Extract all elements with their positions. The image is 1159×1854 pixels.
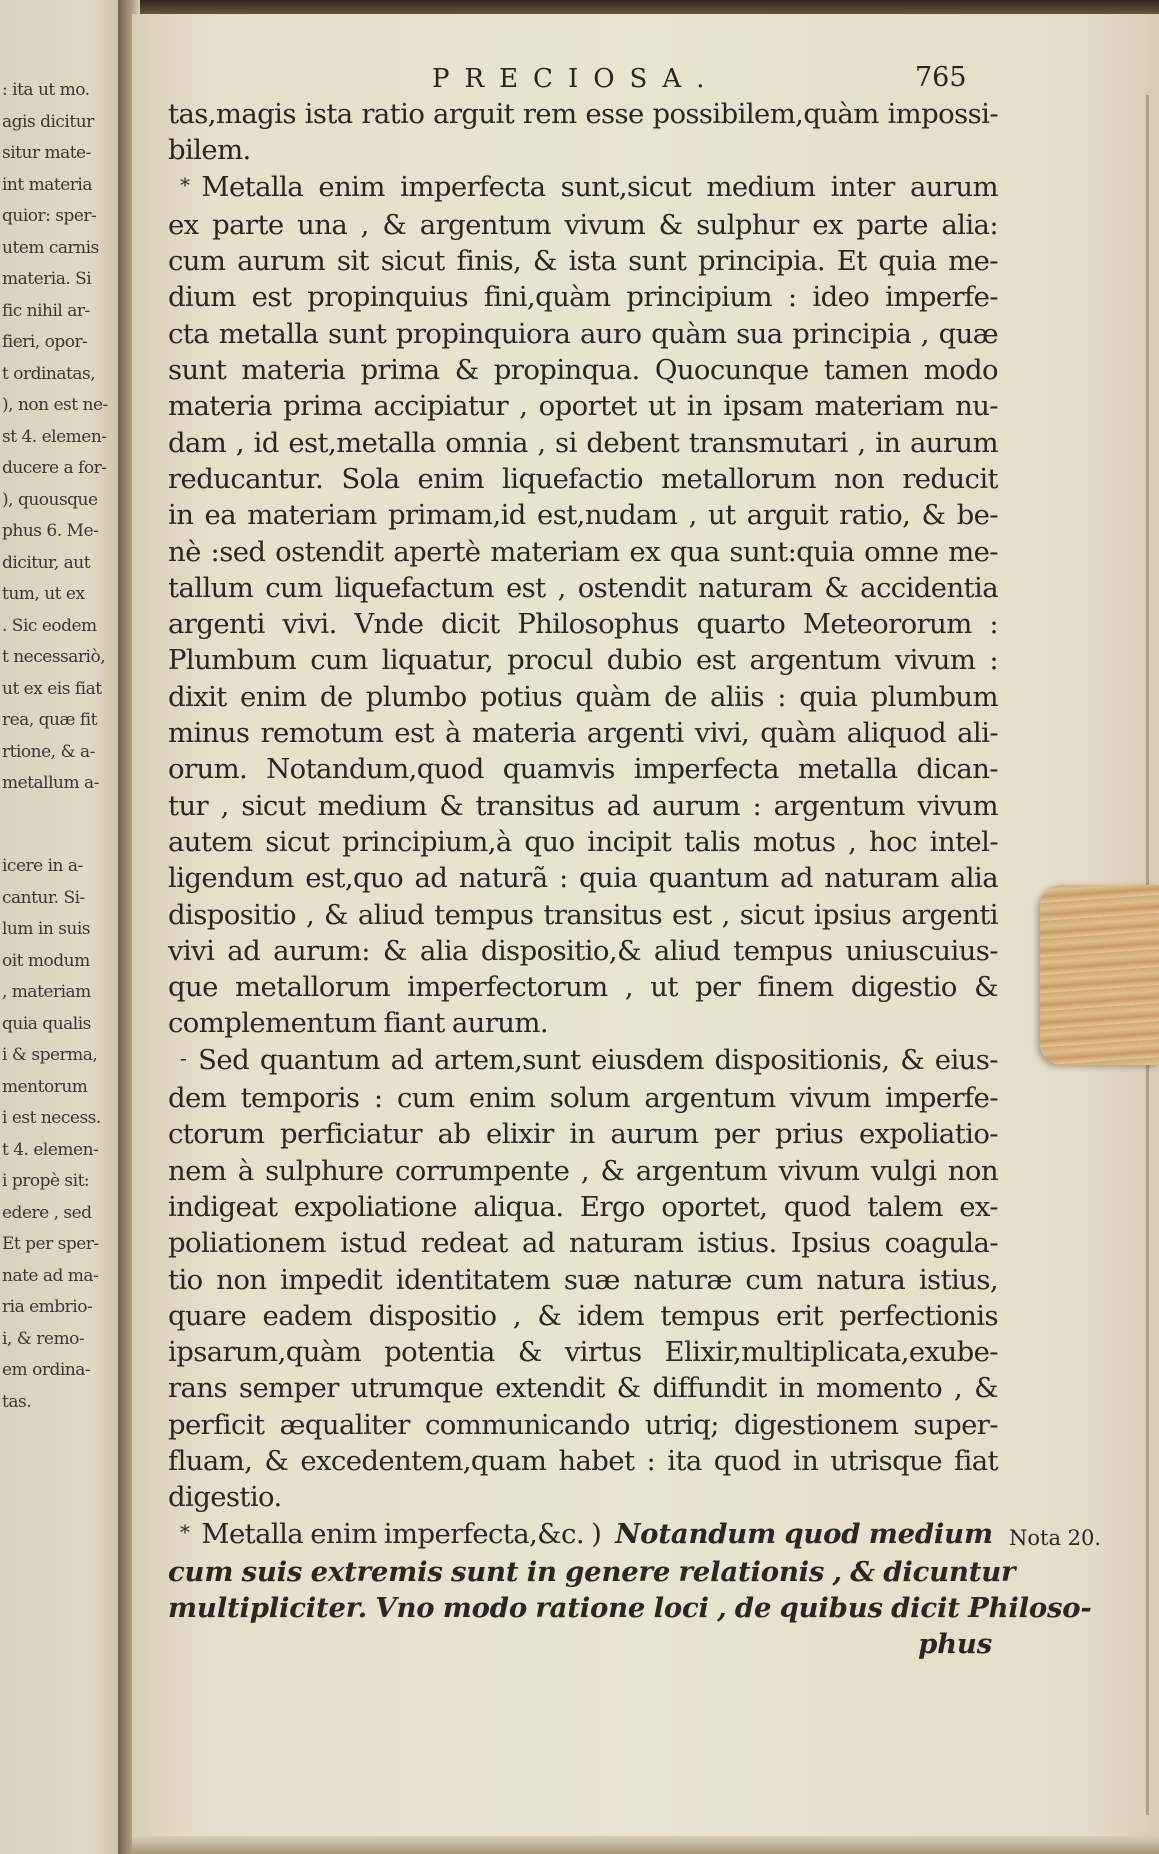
left-page-line: quia qualis	[2, 1013, 91, 1034]
left-page-line: situr mate-	[2, 143, 91, 163]
text-line-content: dam , id est,metalla omnia , si debent transmutari , in aurum	[168, 426, 998, 459]
text-line-content: tio non impedit identitatem suæ naturæ cum natura istius,	[168, 1263, 998, 1296]
text-line	[168, 606, 998, 642]
left-page-line: i, & remo-	[2, 1328, 85, 1349]
left-page-line: fieri, opor-	[2, 332, 88, 352]
text-line-content: que metallorum imperfectorum , ut per finem digestio &	[168, 971, 998, 1004]
left-page-line: mentorum	[2, 1076, 88, 1097]
text-line	[168, 751, 998, 787]
text-line	[168, 352, 998, 388]
text-line-content: multipliciter. Vno modo ratione loci , de quibus dicit Philoso-	[168, 1592, 1092, 1625]
left-page-line: t necessariò,	[2, 647, 106, 667]
left-page-line: fic nihil ar-	[2, 300, 90, 321]
text-line-content: bilem.	[168, 134, 251, 167]
text-line-content: argenti vivi. Vnde dicit Philosophus quarto Meteororum :	[168, 608, 998, 641]
left-page-line: tum, ut ex	[2, 584, 85, 604]
left-page-line: dicitur, aut	[2, 552, 91, 573]
left-page-fragment	[0, 0, 128, 1854]
text-line-content: dispositio , & aliud tempus transitus est , sicut ipsius argenti	[168, 898, 998, 931]
left-page-line: . Sic eodem	[2, 615, 97, 636]
text-line	[168, 897, 998, 933]
text-line	[168, 788, 998, 824]
text-line-content: quare eadem dispositio , & idem tempus erit perfectionis	[168, 1299, 998, 1332]
text-line-content: fluam, & excedentem,quam habet : ita quod in utrisque fiat	[168, 1444, 998, 1477]
text-line	[168, 1590, 1092, 1626]
text-line	[168, 96, 998, 132]
text-line-content: in ea materiam primam,id est,nudam , ut arguit ratio, & be-	[168, 499, 998, 532]
left-page-line: ducere a for-	[2, 458, 107, 478]
text-line	[168, 534, 998, 570]
text-line	[168, 497, 998, 533]
text-line-content: Sed quantum ad artem,sunt eiusdem dispositionis, & eius-	[198, 1043, 998, 1076]
dash-marker: -	[180, 1045, 187, 1070]
text-line-content: ipsarum,quàm potentia & virtus Elixir,multiplicata,exube-	[168, 1336, 998, 1369]
left-page-line: ria embrio-	[2, 1297, 93, 1317]
text-line-content: reducantur. Sola enim liquefactio metallorum non reducit	[168, 462, 998, 495]
text-line	[168, 715, 998, 751]
text-line-content: dium est propinquius fini,quàm principium : ideo imperfe-	[168, 281, 998, 314]
left-page-line: ut ex eis fiat	[2, 678, 102, 699]
running-head: PRECIOSA.	[432, 64, 720, 94]
left-page-line: Et per sper-	[2, 1234, 99, 1254]
text-line	[168, 279, 998, 315]
text-line-content: cta metalla sunt propinquiora auro quàm sua principia , quæ	[168, 317, 998, 350]
asterisk-marker: *	[180, 172, 190, 197]
text-line-content: nè :sed ostendit apertè materiam ex qua sunt:quia omne me-	[168, 535, 998, 568]
left-page-line: tas.	[2, 1391, 32, 1412]
left-page-line: rea, quæ fit	[2, 710, 97, 730]
left-page-line: agis dicitur	[2, 111, 94, 132]
text-line	[168, 860, 998, 896]
text-line-content: tas,magis ista ratio arguit rem esse possibilem,quàm impossi-	[168, 98, 998, 130]
text-line-content: dixit enim de plumbo potius quàm de aliis : quia plumbum	[168, 680, 998, 713]
left-page-line: cantur. Si-	[2, 887, 85, 908]
text-line-content: orum. Notandum,quod quamvis imperfecta metalla dican-	[168, 753, 998, 786]
left-page-line: int materia	[2, 174, 92, 195]
left-page-line: ), quousque	[2, 489, 98, 510]
text-line-content: poliationem istud redeat ad naturam istius. Ipsius coagula-	[168, 1227, 998, 1260]
left-page-line: metallum a-	[2, 773, 99, 793]
text-line	[168, 169, 998, 207]
left-page-line: phus 6. Me-	[2, 521, 99, 541]
text-line-content: rans semper utrumque extendit & diffundit in momento , &	[168, 1372, 998, 1405]
text-line-content: materia prima accipiatur , oportet ut in ipsam materiam nu-	[168, 390, 998, 423]
left-page-line: nate ad ma-	[2, 1265, 99, 1286]
text-line-content: nem à sulphure corrumpente , & argentum vivum vulgi non	[168, 1154, 998, 1187]
text-line	[168, 461, 998, 497]
text-line	[168, 1153, 998, 1189]
left-page-line: t 4. elemen-	[2, 1139, 99, 1160]
left-page-line: i est necess.	[2, 1108, 101, 1128]
text-line-content: ctorum perficiatur ab elixir in aurum per prius expoliatio-	[168, 1118, 998, 1151]
text-line	[168, 243, 998, 279]
text-line-content: cum suis extremis sunt in genere relationis , & dicuntur	[168, 1555, 1016, 1588]
text-line	[168, 1080, 998, 1116]
text-line	[168, 1554, 1016, 1590]
text-line-content: autem sicut principium,à quo incipit talis motus , hoc intel-	[168, 825, 998, 858]
asterisk-marker: *	[180, 1519, 190, 1544]
text-line	[168, 1189, 998, 1225]
left-page-line: materia. Si	[2, 269, 92, 289]
text-line-content: sunt materia prima & propinqua. Quocunque tamen modo	[168, 354, 998, 387]
left-page-line: em ordina-	[2, 1360, 91, 1380]
italic-note-start: Notandum quod medium	[615, 1517, 993, 1550]
text-line-content: tur , sicut medium & transitus ad aurum : argentum vivum	[168, 789, 998, 822]
text-line	[168, 425, 998, 461]
left-page-line: utem carnis	[2, 237, 99, 258]
text-line	[168, 1262, 998, 1298]
text-line-content: vivi ad aurum: & alia dispositio,& aliud tempus uniuscuius-	[168, 934, 998, 967]
left-page-line: lum in suis	[2, 919, 91, 939]
text-line	[168, 933, 998, 969]
text-line	[168, 570, 998, 606]
text-line-content: ex parte una , & argentum vivum & sulphur ex parte alia:	[168, 208, 998, 241]
left-page-line: oit modum	[2, 950, 90, 971]
left-page-line: rtione, & a-	[2, 741, 95, 762]
margin-note: Nota 20.	[1009, 1526, 1102, 1550]
left-page-line: quior: sper-	[2, 206, 97, 226]
text-line-content: digestio.	[168, 1481, 282, 1514]
text-line	[168, 1042, 998, 1080]
text-line-content: Plumbum cum liquatur, procul dubio est argentum vivum :	[168, 644, 998, 677]
text-line-content: Metalla enim imperfecta sunt,sicut medium inter aurum	[201, 170, 998, 203]
text-line	[168, 1225, 998, 1261]
text-line	[168, 1443, 998, 1479]
text-line	[168, 1334, 998, 1370]
text-line-content: perficit æqualiter communicando utriq; digestionem super-	[168, 1408, 998, 1441]
left-page-line: st 4. elemen-	[2, 426, 107, 447]
page-number: 765	[915, 62, 967, 93]
text-line	[168, 207, 998, 243]
text-line-content: complementum fiant aurum.	[168, 1007, 549, 1040]
text-line	[168, 1005, 998, 1041]
left-page-line: icere in a-	[2, 856, 83, 876]
left-page-line: i & sperma,	[2, 1045, 98, 1065]
text-line-content: tallum cum liquefactum est , ostendit naturam & accidentia	[168, 571, 998, 604]
text-line-content: indigeat expoliatione aliqua. Ergo oportet, quod talem ex-	[168, 1190, 998, 1223]
text-line-content: phus	[918, 1628, 992, 1661]
text-line	[168, 1626, 998, 1662]
bottom-page-edge	[132, 1836, 1159, 1854]
left-page-line: t ordinatas,	[2, 363, 96, 384]
text-line	[168, 1116, 998, 1152]
left-page-line: edere , sed	[2, 1202, 92, 1223]
text-line	[168, 642, 998, 678]
text-line	[168, 132, 998, 168]
text-line	[168, 1370, 998, 1406]
wooden-bookmark	[1040, 885, 1159, 1065]
text-line	[168, 824, 998, 860]
text-line	[168, 388, 998, 424]
text-line	[168, 1516, 998, 1554]
left-page-line: : ita ut mo.	[2, 80, 90, 100]
left-page-line: , materiam	[2, 982, 91, 1002]
text-line	[168, 969, 998, 1005]
text-line	[168, 1407, 998, 1443]
left-page-line: i propè sit:	[2, 1171, 90, 1191]
text-line-content: Metalla enim imperfecta,&c. )	[201, 1517, 602, 1550]
text-line	[168, 1479, 998, 1515]
text-line	[168, 316, 998, 352]
text-line-content: dem temporis : cum enim solum argentum vivum imperfe-	[168, 1082, 998, 1115]
text-line	[168, 1298, 998, 1334]
text-line-content: ligendum est,quo ad naturã : quia quantum ad naturam alia	[168, 862, 998, 895]
text-line-content: minus remotum est à materia argenti vivi, quàm aliquod ali-	[168, 717, 998, 750]
left-page-line: ), non est ne-	[2, 395, 108, 415]
text-line	[168, 679, 998, 715]
text-line-content: cum aurum sit sicut finis, & ista sunt principia. Et quia me-	[168, 245, 998, 278]
